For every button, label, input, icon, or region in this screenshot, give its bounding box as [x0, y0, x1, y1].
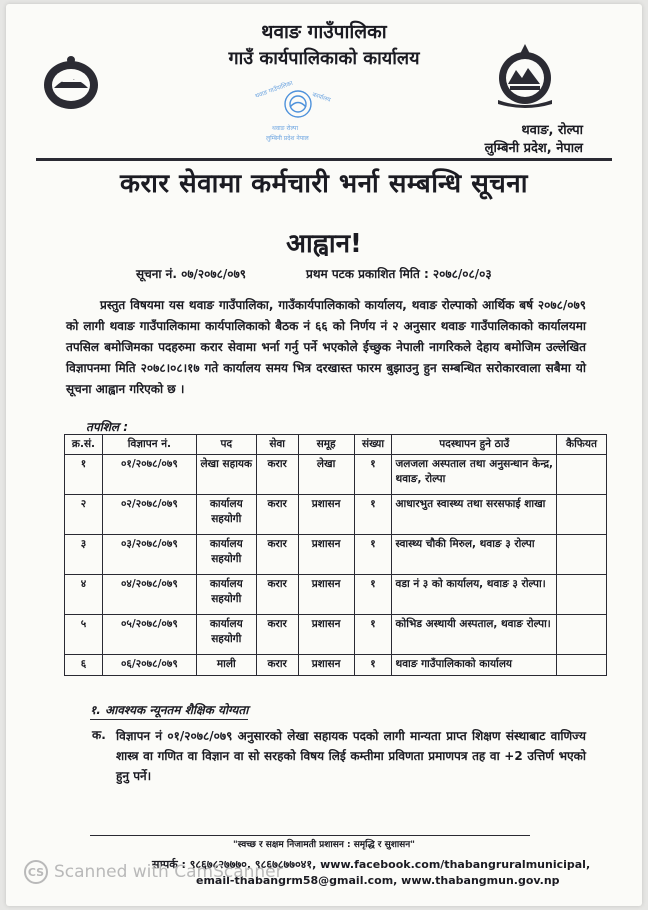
cell-remarks	[557, 615, 607, 655]
cell-posting-place: कोभिड अस्थायी अस्पताल, थवाङ रोल्पा।	[392, 615, 557, 655]
table-row	[65, 575, 607, 615]
cell-remarks	[557, 655, 607, 676]
contact-line1: सम्पर्क : ९८६७८२७७७०, ९८६७८७७०४१, www.facebook.com/thabangruralmunicipal,	[152, 858, 591, 871]
header-count: संख्या	[354, 435, 392, 455]
footer-slogan: "स्वच्छ र सक्षम निजामती प्रशासन : समृद्धि र सुशासन"	[233, 840, 415, 850]
cell-ad-no: ०६/२०७८/०७९	[102, 655, 196, 676]
footer-divider	[90, 835, 530, 836]
cell-ad-no: ०३/२०७८/०७९	[102, 535, 196, 575]
cell-count: १	[354, 455, 392, 495]
cell-remarks	[557, 495, 607, 535]
header-divider	[36, 158, 612, 161]
scanner-watermark	[24, 860, 283, 884]
table-header-row	[65, 435, 607, 455]
cell-remarks	[557, 575, 607, 615]
cell-remarks	[557, 455, 607, 495]
cell-service: करार	[256, 655, 298, 676]
header-serial: क्र.सं.	[65, 435, 103, 455]
cell-serial: ४	[65, 575, 103, 615]
cell-group: प्रशासन	[298, 615, 354, 655]
requirement-text: विज्ञापन नं ०१/२०७८/०७९ अनुसारको लेखा सहायक पदको लागी मान्यता प्राप्त शिक्षण संस्थाबाट वाणिज्य शास्त्र वा गणित वा विज्ञान वा सो सरहको विषय लिई कम्तीमा प्रविणता प्रमाणपत्र तह वा +2 उत्तिर्ण भएको हुनु पर्ने।	[116, 729, 586, 783]
cell-count: १	[354, 535, 392, 575]
requirement-marker: क.	[92, 728, 106, 742]
cell-count: १	[354, 575, 392, 615]
cell-posting-place: आधारभुत स्वास्थ्य तथा सरसफाई शाखा	[392, 495, 557, 535]
header-posting-place: पदस्थापन हुने ठाउँ	[392, 435, 557, 455]
cell-serial: ३	[65, 535, 103, 575]
cell-ad-no: ०२/२०७८/०७९	[102, 495, 196, 535]
cell-service: करार	[256, 575, 298, 615]
vacancy-table	[64, 434, 607, 676]
cell-serial: १	[65, 455, 103, 495]
watermark-text: Scanned with CamScanner	[54, 862, 283, 882]
cell-serial: २	[65, 495, 103, 535]
cell-post: कार्यालय सहयोगी	[196, 495, 256, 535]
header-ad-no: विज्ञापन नं.	[102, 435, 196, 455]
header-remarks: कैफियत	[557, 435, 607, 455]
cell-service: करार	[256, 455, 298, 495]
header-group: समूह	[298, 435, 354, 455]
header-service: सेवा	[256, 435, 298, 455]
cell-serial: ६	[65, 655, 103, 676]
svg-text:लुम्बिनी प्रदेश नेपाल: लुम्बिनी प्रदेश नेपाल	[266, 135, 309, 142]
cell-ad-no: ०१/२०७८/०७९	[102, 455, 196, 495]
office-seal-stamp	[250, 80, 346, 146]
nepal-emblem-icon	[40, 52, 102, 114]
cell-posting-place: थवाङ गाउँपालिकाको कार्यालय	[392, 655, 557, 676]
cell-service: करार	[256, 535, 298, 575]
notice-subtitle: आह्वान!	[286, 229, 362, 259]
table-row	[65, 535, 607, 575]
cell-posting-place: जलजला अस्पताल तथा अनुसन्धान केन्द्र, थवाङ, रोल्पा	[392, 455, 557, 495]
address-line1: थवाङ, रोल्पा	[521, 123, 583, 138]
camscanner-logo-icon: CS	[24, 860, 48, 884]
tapsil-label: तपशिल :	[86, 420, 129, 434]
cell-post: कार्यालय सहयोगी	[196, 535, 256, 575]
table-row	[65, 655, 607, 676]
cell-post: कार्यालय सहयोगी	[196, 575, 256, 615]
cell-post: लेखा सहायक	[196, 455, 256, 495]
table-row	[65, 495, 607, 535]
cell-service: करार	[256, 495, 298, 535]
address-line2: लुम्बिनी प्रदेश, नेपाल	[484, 141, 583, 156]
cell-count: १	[354, 655, 392, 676]
cell-remarks	[557, 535, 607, 575]
notice-headline: करार सेवामा कर्मचारी भर्ना सम्बन्धि सूचना	[120, 169, 528, 199]
published-date: प्रथम पटक प्रकाशित मिति : २०७८/०८/०३	[306, 267, 492, 281]
cell-group: लेखा	[298, 455, 354, 495]
org-name-line1: थवाङ गाउँपालिका	[261, 21, 387, 43]
cell-posting-place: वडा नं ३ को कार्यालय, थवाङ ३ रोल्पा।	[392, 575, 557, 615]
cell-service: करार	[256, 615, 298, 655]
svg-text:थवाङ रोल्पा: थवाङ रोल्पा	[272, 125, 298, 132]
cell-serial: ५	[65, 615, 103, 655]
svg-text:कार्यालय: कार्यालय	[311, 91, 332, 104]
notice-number: सूचना नं. ०७/२०७८/०७९	[136, 267, 247, 281]
cell-group: प्रशासन	[298, 495, 354, 535]
cell-post: माली	[196, 655, 256, 676]
svg-text:थवाङ गाउँपालिका: थवाङ गाउँपालिका	[254, 80, 294, 100]
municipality-logo-icon	[490, 40, 560, 108]
requirements-title: १. आवश्यक न्यूनतम शैक्षिक योग्यता	[90, 701, 248, 720]
table-row	[65, 455, 607, 495]
cell-post: कार्यालय सहयोगी	[196, 615, 256, 655]
cell-ad-no: ०४/२०७८/०७९	[102, 575, 196, 615]
cell-posting-place: स्वास्थ्य चौकी मिरुल, थवाङ ३ रोल्पा	[392, 535, 557, 575]
cell-count: १	[354, 495, 392, 535]
intro-paragraph: प्रस्तुत विषयमा यस थवाङ गाउँपालिका, गाउँकार्यपालिकाको कार्यालय, थवाङ रोल्पाको आर्थिक बर्ष २०७८/०७९ को लागी थवाङ गाउँपालिकामा कार्यपालिकाको बैठक नं ६६ को निर्णय नं २ अनुसार थवाङ गाउँपालिकाको कार्यालयमा तपसिल बमोजिमका पदहरुमा करार सेवामा भर्ना गर्नु पर्ने भएकोले ईच्छुक नेपाली नागरिकले देहाय बमोजिम उल्लेखित विज्ञापनमा मिति २०७८।०८।१७ गते कार्यालय समय भित्र दरखास्त फारम बुझाउनु हुन सम्बन्धित सरोकारवाला सबैमा यो सूचना आह्वान गरिएको छ ।	[66, 298, 586, 396]
header-post: पद	[196, 435, 256, 455]
cell-count: १	[354, 615, 392, 655]
cell-ad-no: ०५/२०७८/०७९	[102, 615, 196, 655]
cell-group: प्रशासन	[298, 575, 354, 615]
org-name-line2: गाउँ कार्यपालिकाको कार्यालय	[228, 48, 420, 69]
table-row	[65, 615, 607, 655]
cell-group: प्रशासन	[298, 655, 354, 676]
cell-group: प्रशासन	[298, 535, 354, 575]
contact-line2: email-thabangrm58@gmail.com, www.thabangmun.gov.np	[196, 874, 560, 887]
